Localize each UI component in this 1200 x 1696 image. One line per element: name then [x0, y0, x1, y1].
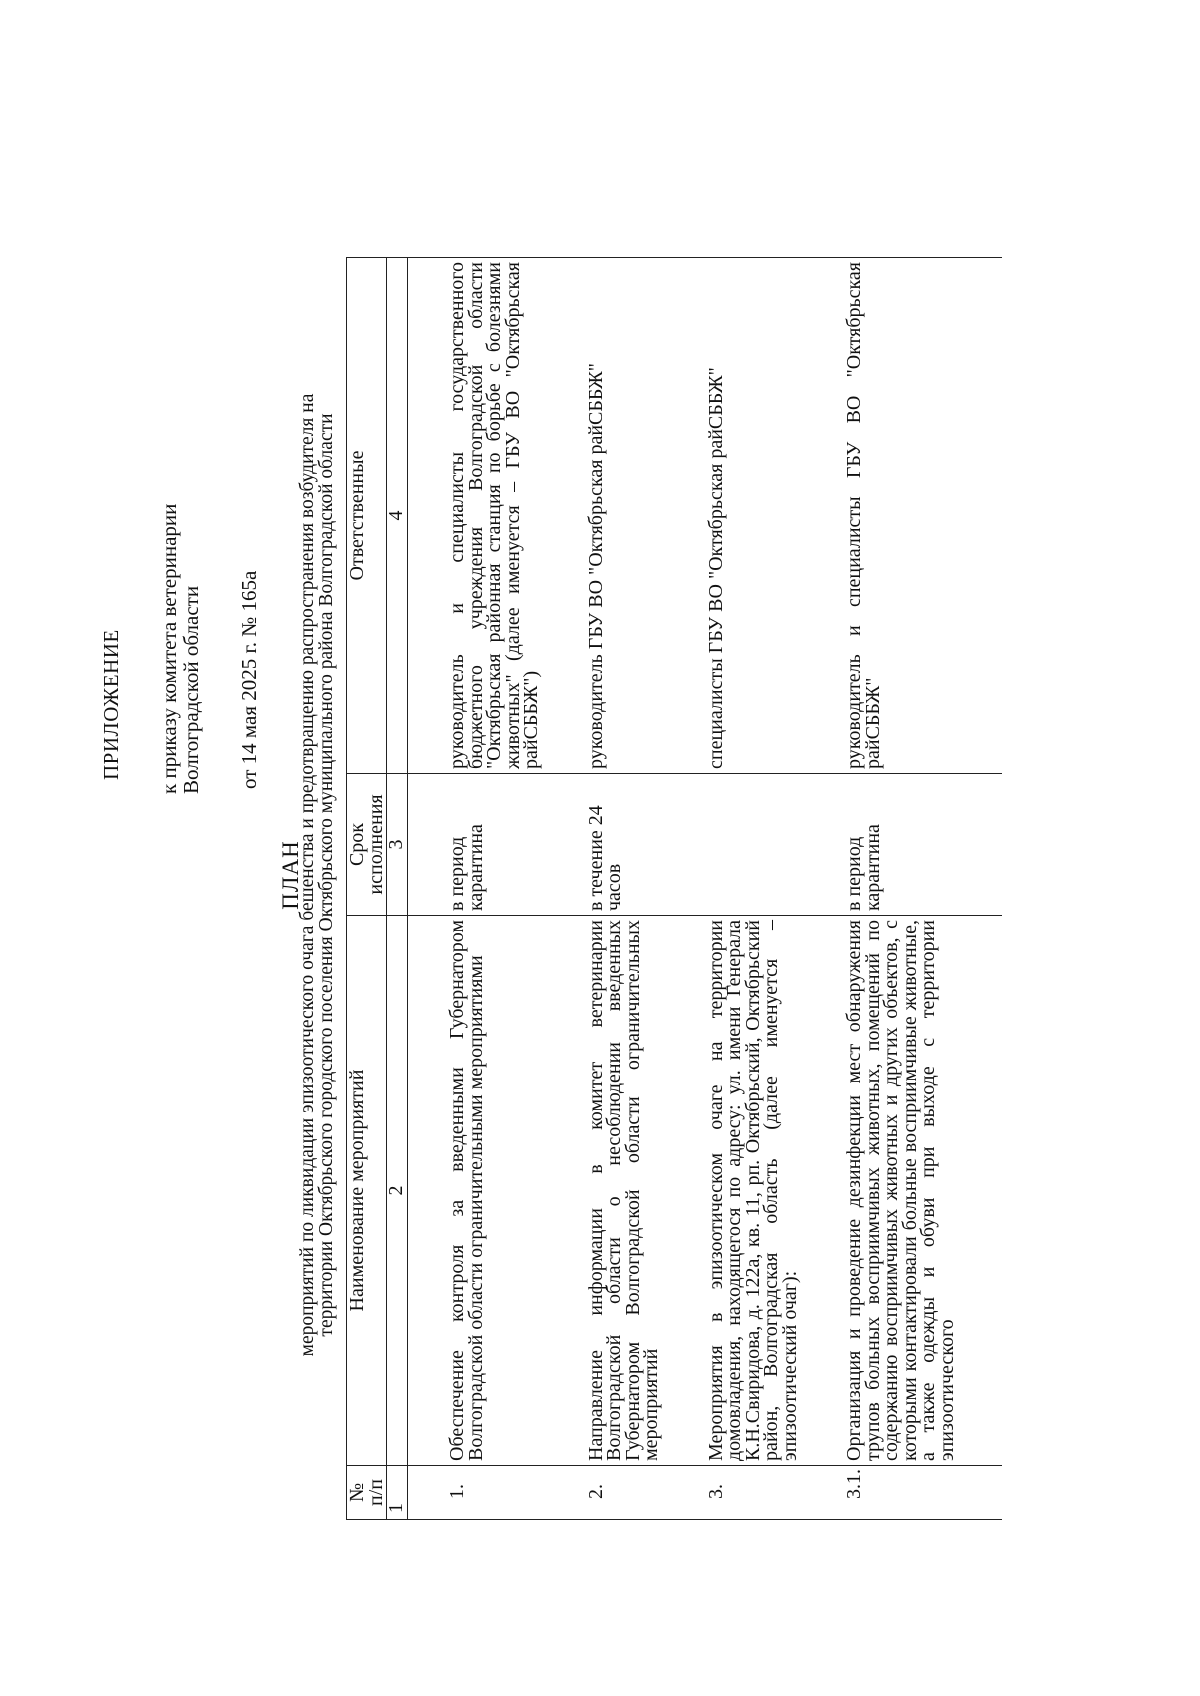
plan-subtitle — [298, 248, 336, 1502]
column-number: 3 — [387, 774, 408, 916]
row-deadline: в период карантина — [845, 774, 1002, 916]
row-responsible: руководитель и специалисты государственного бюджетного учреждения Волгоградской области "Октябрьская районная станция по борьбе с болезнями животных" (далее именуется – ГБУ ВО "Октябрьская райСББЖ") — [408, 258, 587, 774]
column-header-responsible: Ответственные — [347, 258, 387, 774]
table-row — [408, 258, 587, 1520]
order-date: от 14 мая 2025 г. № 165а — [237, 570, 261, 789]
row-number: 3. — [707, 1466, 846, 1520]
column-number: 2 — [387, 916, 408, 1466]
column-header-deadline: Срок исполнения — [347, 774, 387, 916]
row-number: 3.1. — [845, 1466, 1002, 1520]
table-row — [587, 258, 707, 1520]
column-header-number: № п/п — [347, 1466, 387, 1520]
document-page — [40, 52, 1160, 1652]
plan-table — [346, 257, 1002, 1520]
row-responsible: специалисты ГБУ ВО "Октябрьская райСББЖ" — [707, 258, 846, 774]
table-header-row — [347, 258, 387, 1520]
column-number: 4 — [387, 258, 408, 774]
appendix-title: ПРИЛОЖЕНИЕ — [99, 629, 123, 780]
order-reference-line2: Волгоградской области — [179, 585, 203, 794]
order-reference — [158, 504, 202, 794]
column-number: 1 — [387, 1466, 408, 1520]
row-responsible: руководитель и специалисты ГБУ ВО "Октябрьская райСББЖ" — [845, 258, 1002, 774]
column-header-action: Наименование мероприятий — [347, 916, 387, 1466]
plan-subtitle-line1: мероприятий по ликвидации эпизоотического очага бешенства и предотвращению распространения возбудителя на — [297, 393, 318, 1357]
row-number: 1. — [408, 1466, 587, 1520]
order-reference-line1: к приказу комитета ветеринарии — [157, 503, 181, 794]
table-row — [845, 258, 1002, 1520]
row-action: Обеспечение контроля за введенными Губернатором Волгоградской области ограничительными мероприятиями — [408, 916, 587, 1466]
plan-title: ПЛАН — [278, 840, 303, 910]
table-column-numbers-row — [387, 258, 408, 1520]
row-action: Направление информации в комитет ветеринарии Волгоградской области о несоблюдении введенных Губернатором Волгоградской области ограничительных мероприятий — [587, 916, 707, 1466]
row-action: Мероприятия в эпизоотическом очаге на территории домовладения, находящегося по адресу: ул. имени Генерала К.Н.Свиридова, д. 122а, кв. 11, рп. Октябрьский, Октябрьский район, Волгоградская область (далее именуется – эпизоотический очаг): — [707, 916, 846, 1466]
row-responsible: руководитель ГБУ ВО "Октябрьская райСББЖ" — [587, 258, 707, 774]
row-deadline: в период карантина — [408, 774, 587, 916]
row-deadline: в течение 24 часов — [587, 774, 707, 916]
row-deadline — [707, 774, 846, 916]
plan-subtitle-line2: территории Октябрьского городского поселения Октябрьского муниципального района Волгоградской области — [316, 413, 337, 1337]
row-number: 2. — [587, 1466, 707, 1520]
table-row — [707, 258, 846, 1520]
row-action: Организация и проведение дезинфекции мест обнаружения трупов больных восприимчивых животных, помещений по содержанию восприимчивых животных и других объектов, с которыми контактировали больные восприимчивые животные, а также одежды и обуви при выходе с территории эпизоотического — [845, 916, 1002, 1466]
